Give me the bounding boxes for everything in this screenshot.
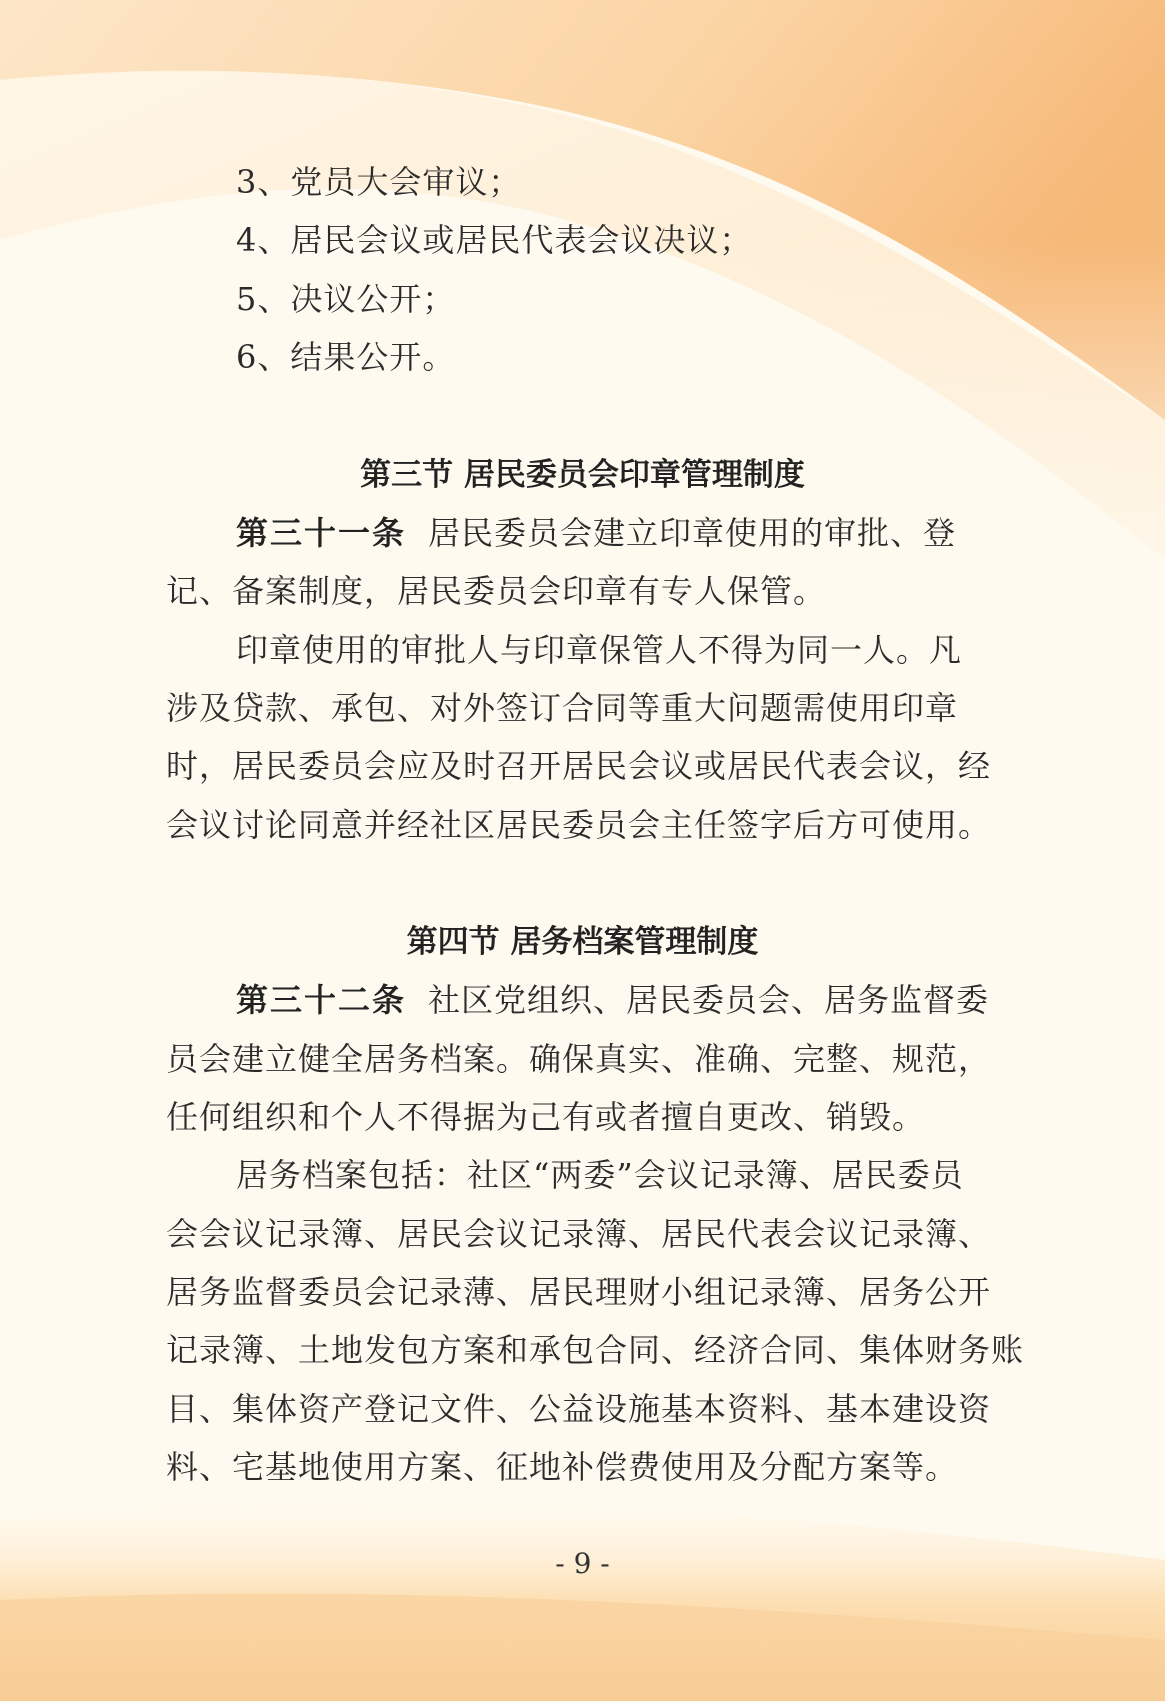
article-first-line	[236, 513, 956, 553]
article-label: 第三十一条	[236, 514, 407, 552]
list-item: 5、决议公开；	[236, 280, 456, 318]
section-heading: 第三节 居民委员会印章管理制度	[360, 457, 805, 493]
list-item: 4、居民会议或居民代表会议决议；	[236, 221, 753, 259]
paragraph-line: 员会建立健全居务档案。确保真实、准确、完整、规范，	[166, 1040, 992, 1078]
section-heading: 第四节 居务档案管理制度	[406, 924, 759, 960]
page-number: - 9 -	[555, 1547, 610, 1580]
article-text: 社区党组织、居民委员会、居务监督委	[428, 981, 990, 1019]
paragraph-line: 任何组织和个人不得据为己有或者擅自更改、销毁。	[166, 1098, 926, 1136]
list-item: 6、结果公开。	[236, 338, 456, 376]
paragraph-line: 会议讨论同意并经社区居民委员会主任签字后方可使用。	[166, 806, 992, 844]
paragraph-line: 记录簿、土地发包方案和承包合同、经济合同、集体财务账	[166, 1331, 1025, 1369]
article-label: 第三十二条	[236, 981, 407, 1019]
article-text: 居民委员会建立印章使用的审批、登	[428, 514, 957, 552]
paragraph-line: 涉及贷款、承包、对外签订合同等重大问题需使用印章	[166, 689, 959, 727]
paragraph-line: 会会议记录簿、居民会议记录簿、居民代表会议记录簿、	[166, 1215, 992, 1253]
paragraph-line: 时，居民委员会应及时召开居民会议或居民代表会议，经	[166, 747, 992, 785]
paragraph-line: 目、集体资产登记文件、公益设施基本资料、基本建设资	[166, 1390, 992, 1428]
paragraph-first-line: 居务档案包括：社区“两委”会议记录簿、居民委员	[236, 1156, 964, 1194]
paragraph-line: 居务监督委员会记录薄、居民理财小组记录簿、居务公开	[166, 1273, 992, 1311]
article-first-line	[236, 980, 989, 1020]
paragraph-line: 记、备案制度，居民委员会印章有专人保管。	[166, 572, 827, 610]
paragraph-line: 料、宅基地使用方案、征地补偿费使用及分配方案等。	[166, 1448, 959, 1486]
paragraph-first-line: 印章使用的审批人与印章保管人不得为同一人。凡	[236, 631, 963, 669]
list-item: 3、党员大会审议；	[236, 163, 522, 201]
